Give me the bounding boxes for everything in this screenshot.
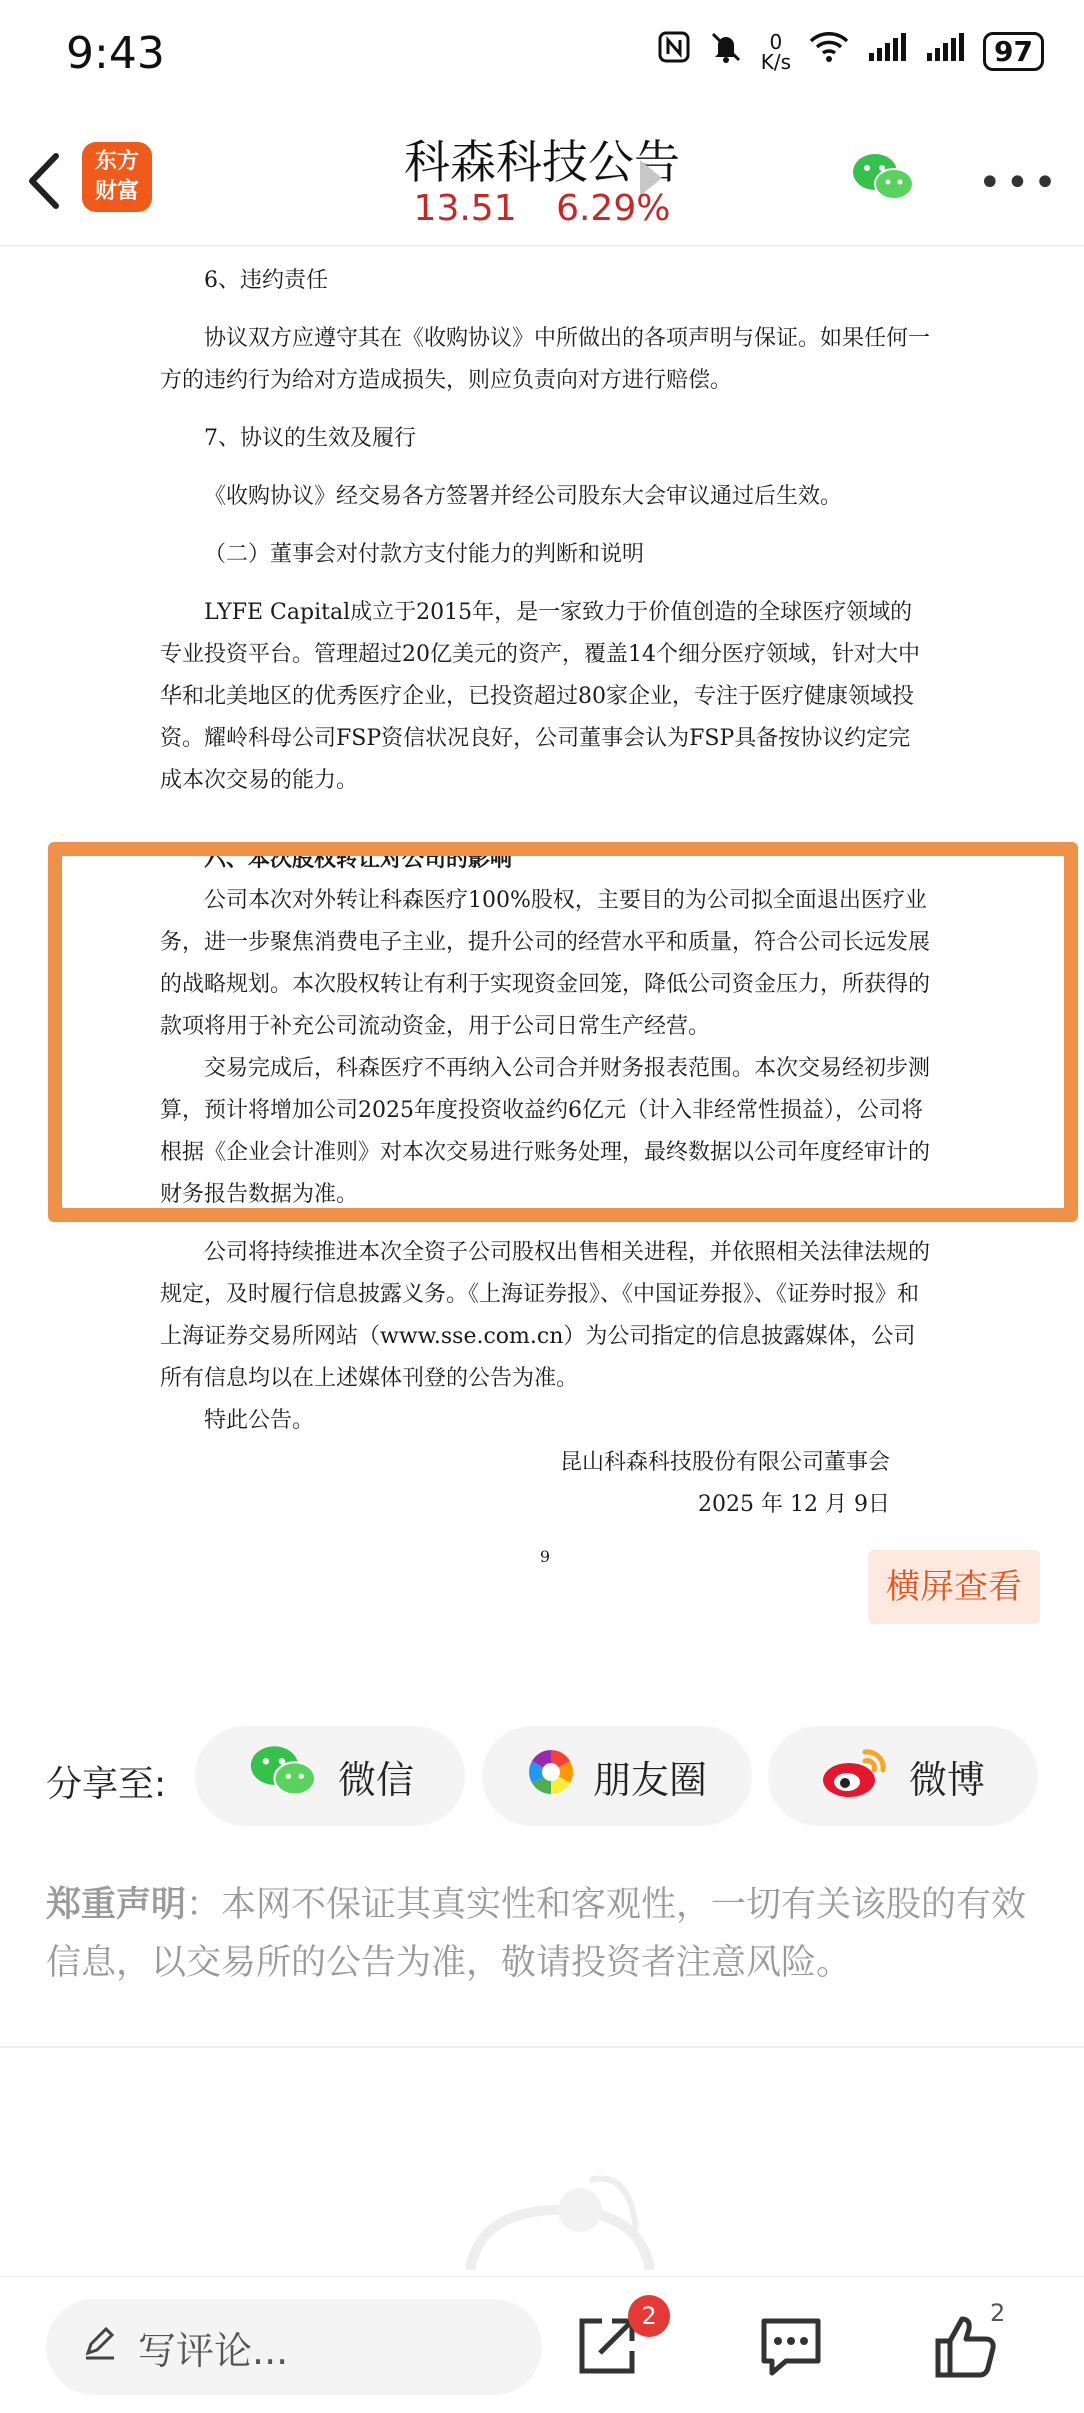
disclaimer-title: 郑重声明 [46,1885,187,1925]
announcement-document [160,260,930,1578]
stock-change: 6.29% [556,188,671,229]
nfc-icon [657,30,691,73]
doc-paragraph: 公司将持续推进本次全资子公司股权出售相关进程，并依照相关法律法规的规定，及时履行信息披露义务。《上海证券报》、《中国证券报》、《证券时报》和上海证券交易所网站（www.sse.com.cn）为公司指定的信息披露媒体，公司所有信息均以在上述媒体刊登的公告为准。 [160,1240,931,1391]
share-weibo-label: 微博 [908,1757,985,1802]
status-time: 9:43 [66,28,165,79]
mute-bell-icon [709,30,743,73]
moments-icon [527,1748,575,1805]
stock-price: 13.51 [413,188,517,229]
battery-indicator: 97 [983,32,1044,71]
doc-section-title: 六、本次股权转让对公司的影响 [204,846,513,872]
signal-icon-2 [925,31,965,72]
signal-icon-1 [867,31,907,72]
doc-date: 2025 年 12 月 9日 [698,1492,890,1517]
share-wechat-button[interactable] [195,1726,465,1826]
share-weibo-button[interactable] [768,1726,1038,1826]
bottom-action-bar [0,2276,1084,2413]
wechat-share-icon[interactable] [850,150,916,206]
share-wechat-label: 微信 [337,1757,414,1802]
disclaimer [46,1876,1046,1992]
status-icons [657,30,1044,73]
doc-heading-effect: 7、协议的生效及履行 [204,426,416,451]
doc-heading-breach: 6、违约责任 [204,268,328,293]
net-speed-unit: K/s [760,49,792,74]
doc-page-number: 9 [539,1547,551,1566]
comment-placeholder: 写评论... [138,2328,289,2373]
share-count-badge: 2 [628,2295,670,2337]
doc-closing: 特此公告。 [204,1408,315,1433]
page-title: 科森科技公告 [404,135,680,189]
net-speed-value: 0 [769,29,783,54]
logo-text-bottom: 财富 [94,179,139,204]
more-options-icon[interactable]: ••• [978,160,1061,206]
wifi-icon [809,31,849,72]
doc-paragraph: 交易完成后，科森医疗不再纳入公司合并财务报表范围。本次交易经初步测算，预计将增加公司2025年度投资收益约6亿元（计入非经常性损益），公司将根据《企业会计准则》对本次交易进行账务处理，最终数据以公司年度经审计的财务报告数据为准。 [160,1056,931,1207]
empty-state-mascot-icon [440,2170,680,2270]
stock-quote [0,188,1084,229]
comment-input[interactable] [46,2299,542,2395]
net-speed [760,29,792,74]
wechat-icon [246,1742,320,1811]
doc-heading-payment: （二）董事会对付款方支付能力的判断和说明 [204,542,645,567]
disclaimer-text: ：本网不保证其真实性和客观性，一切有关该股的有效信息，以交易所的公告为准，敬请投资者注意风险。 [46,1885,1027,1983]
doc-paragraph: 公司本次对外转让科森医疗100%股权，主要目的为公司拟全面退出医疗业务，进一步聚焦消费电子主业，提升公司的经营水平和质量，符合公司长远发展的战略规划。本次股权转让有利于实现资金回笼，降低公司资金压力，所获得的款项将用于补充公司流动资金，用于公司日常生产经营。 [160,888,931,1039]
logo-text-top: 东方 [94,149,139,174]
doc-paragraph: LYFE Capital成立于2015年，是一家致力于价值创造的全球医疗领域的专业投资平台。管理超过20亿美元的资产，覆盖14个细分医疗领域，针对大中华和北美地区的优秀医疗企业，已投资超过80家企业，专注于医疗健康领域投资。耀岭科母公司FSP资信状况良好，公司董事会认为FSP具备按协议约定完成本次交易的能力。 [160,600,920,793]
top-nav-bar [0,110,1084,246]
comments-icon[interactable] [756,2311,826,2381]
share-moments-button[interactable] [482,1726,752,1826]
doc-paragraph: 《收购协议》经交易各方签署并经公司股东大会审议通过后生效。 [204,484,843,509]
doc-paragraph: 协议双方应遵守其在《收购协议》中所做出的各项声明与保证。如果任何一方的违约行为给对方造成损失，则应负责向对方进行赔偿。 [160,326,931,393]
section-divider [0,2046,1084,2048]
share-label: 分享至: [46,1764,167,1805]
doc-signer: 昆山科森科技股份有限公司董事会 [559,1450,890,1475]
landscape-view-button[interactable]: 横屏查看 [868,1550,1040,1624]
like-count: 2 [990,2299,1006,2327]
share-moments-label: 朋友圈 [592,1757,707,1802]
weibo-icon [821,1744,891,1809]
pencil-icon [82,2325,118,2370]
status-bar [0,0,1084,110]
